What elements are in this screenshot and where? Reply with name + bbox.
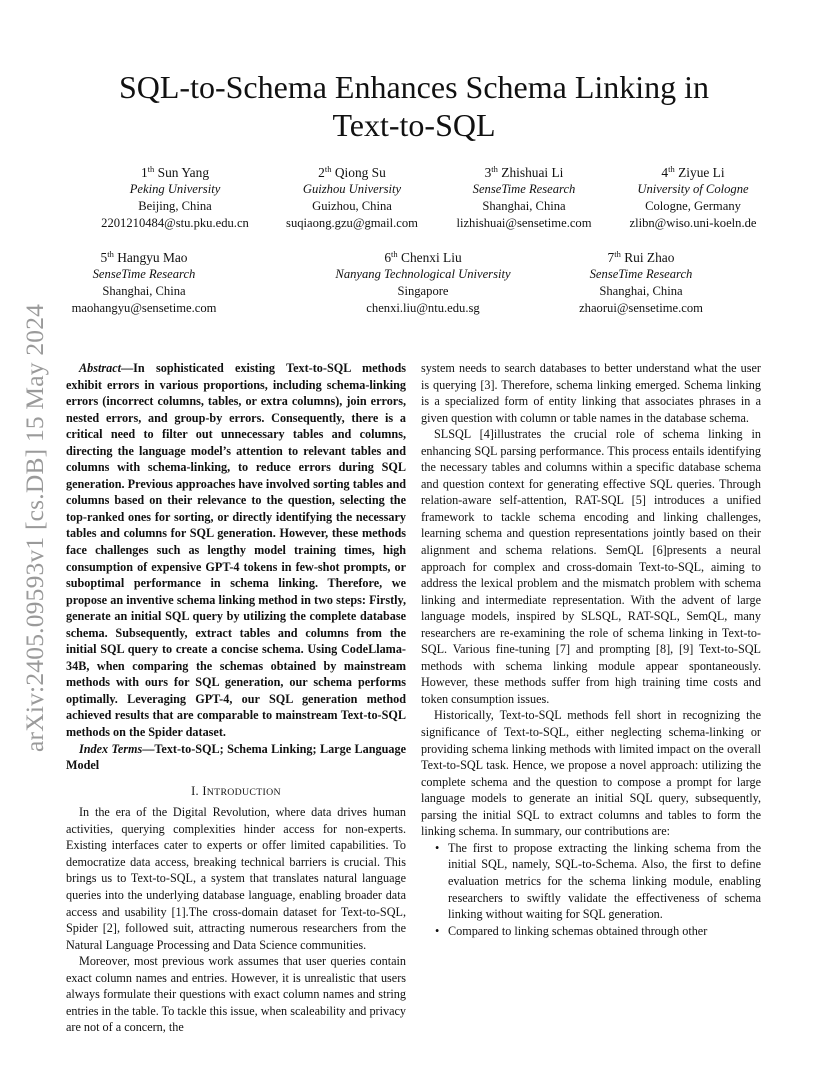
author-email: zhaorui@sensetime.com: [579, 301, 703, 315]
author-block: 4th Ziyue Li University of Cologne Cologne, Germany zlibn@wiso.uni-koeln.de: [629, 164, 757, 230]
paragraph: Historically, Text-to-SQL methods fell short in recognizing the significance of Text-to-SQL, either neglecting schema-linking or providing schema linking methods with limited impact on the overall Text-to-SQL task. Hence, we propose a novel approach: utilizing the complete schema and the question to compose a prompt for large language models to generate an initial SQL query, subsequently, parsing the initial SQL to extract columns and tables to form the linking schema. In summary, our contributions are:: [421, 708, 761, 839]
author-location: Shanghai, China: [599, 284, 683, 298]
bullet-icon: •: [435, 923, 440, 938]
title-line-2: Text-to-SQL: [332, 107, 496, 143]
list-item: • The first to propose extracting the linking schema from the initial SQL, namely, SQL-to-Schema. Also, the first to define evaluation metrics for the schema linking module, enabling researchers to swiftly validate the effectiveness of schema linking without waiting for SQL generation.: [435, 840, 761, 922]
author-email: lizhishuai@sensetime.com: [456, 216, 592, 230]
left-column: [66, 360, 406, 1036]
author-location: Guizhou, China: [312, 199, 392, 213]
author-affiliation: Peking University: [129, 182, 221, 196]
abstract-label: Abstract: [79, 361, 121, 375]
arxiv-side-stamp: arXiv:2405.09593v1 [cs.DB] 15 May 2024: [20, 303, 49, 752]
paragraph: SLSQL [4]illustrates the crucial role of schema linking in enhancing SQL parsing performance. This process entails identifying the necessary tables and columns within a specific database schema and question context for generating effective SQL queries. Through relation-aware self-attention, RAT-SQL [5] introduces a unified framework to tackle schema encoding and linking challenges, learning schema and question representations jointly based on their alignment and schema relations. SemQL [6]presents a neural approach for complex and cross-domain Text-to-SQL, aiming to address the lexical problem and the mismatch problem with schema linking and intermediate representation. With the advent of large language models, inspired by SLSQL, RAT-SQL, SemQL, many researchers are re-examining the role of schema linking in Text-to-SQL. Various fine-tuning [7] and prompting [8], [9] Text-to-SQL methods with schema linking module appear spontaneously. However, these methods suffer from high training time costs and token consumption issues.: [421, 427, 761, 706]
author-location: Cologne, Germany: [645, 199, 741, 213]
author-email: maohangyu@sensetime.com: [71, 301, 217, 315]
author-block: 7th Rui Zhao SenseTime Research Shanghai, China zhaorui@sensetime.com: [579, 249, 703, 315]
author-name: Chenxi Liu: [401, 250, 462, 265]
author-affiliation: SenseTime Research: [92, 267, 196, 281]
author-email: zlibn@wiso.uni-koeln.de: [629, 216, 757, 230]
author-name: Zhishuai Li: [501, 165, 564, 180]
author-location: Shanghai, China: [102, 284, 186, 298]
author-location: Beijing, China: [138, 199, 212, 213]
author-block: 6th Chenxi Liu Nanyang Technological University Singapore chenxi.liu@ntu.edu.sg: [335, 249, 511, 315]
author-name: Ziyue Li: [678, 165, 725, 180]
author-affiliation: Guizhou University: [302, 182, 402, 196]
author-location: Singapore: [397, 284, 449, 298]
author-affiliation: University of Cologne: [637, 182, 749, 196]
abstract-text: —In sophisticated existing Text-to-SQL methods exhibit errors in various proportions, including schema-linking errors (incorrect columns, tables, or extra columns), join errors, nested errors, and group-by errors. Consequently, there is a critical need to filter out unnecessary tables and columns, directing the language model’s attention to relevant tables and columns with schema-linking, to reduce errors during SQL generation. Previous approaches have involved sorting tables and columns based on their relevance to the question, selecting the top-ranked ones for sorting, or directly identifying the necessary tables and columns for SQL generation. However, these methods face challenges such as lengthy model training times, high consumption of expensive GPT-4 tokens in few-shot prompts, or suboptimal performance in schema linking. Therefore, we propose an inventive schema linking method in two steps: Firstly, generate an initial SQL query by utilizing the complete database schema. Subsequently, extract tables and columns from the initial SQL query to create a concise schema. Using CodeLlama-34B, when comparing the schemas obtained by mainstream methods with ours for SQL generation, our schema performs optimally. Leveraging GPT-4, our SQL generation method achieved results that are comparable to mainstream Text-to-SQL methods on the Spider dataset.: [66, 361, 406, 740]
author-name: Sun Yang: [157, 165, 210, 180]
author-name: Rui Zhao: [624, 250, 675, 265]
contributions-list: [421, 840, 761, 939]
index-terms-label: Index Terms: [79, 741, 143, 756]
index-terms: [66, 741, 406, 774]
author-block: 1th Sun Yang Peking University Beijing, China 2201210484@stu.pku.edu.cn: [101, 164, 249, 230]
author-name: Qiong Su: [334, 165, 386, 180]
author-block: 3th Zhishuai Li SenseTime Research Shanghai, China lizhishuai@sensetime.com: [456, 164, 592, 230]
paragraph: Moreover, most previous work assumes that user queries contain exact column names and entries. However, it is unrealistic that users always formulate their questions with exact column names and string entries in the table. To tackle this issue, when scaleability and privacy are not of a concern, the: [66, 954, 406, 1035]
paper-title: [0, 68, 828, 144]
author-affiliation: Nanyang Technological University: [335, 267, 511, 281]
author-location: Shanghai, China: [482, 199, 566, 213]
abstract: [66, 360, 406, 741]
author-block: 5th Hangyu Mao SenseTime Research Shanghai, China maohangyu@sensetime.com: [71, 249, 217, 315]
title-line-1: SQL-to-Schema Enhances Schema Linking in: [118, 69, 710, 105]
author-affiliation: SenseTime Research: [472, 182, 576, 196]
right-column: [421, 360, 761, 939]
paragraph: In the era of the Digital Revolution, where data drives human activities, querying complexities hinder access for non-experts. Existing interfaces cater to experts or offer limited capabilities. To democratize data access, breaking technical barriers is crucial. This brings us to Text-to-SQL, a system that translates natural language queries into the underlying database language, enabling broader data access and usability [1].The cross-domain dataset for Text-to-SQL, Spider [2], followed suit, attracting numerous researchers from the Natural Language Processing and Data Science communities.: [66, 805, 406, 952]
author-email: suqiaong.gzu@gmail.com: [286, 216, 418, 230]
author-block: 2th Qiong Su Guizhou University Guizhou, China suqiaong.gzu@gmail.com: [286, 164, 418, 230]
list-item: • Compared to linking schemas obtained through other: [435, 923, 708, 938]
author-email: chenxi.liu@ntu.edu.sg: [366, 301, 480, 315]
section-heading-introduction: I. INTRODUCTION: [191, 783, 281, 798]
author-name: Hangyu Mao: [117, 250, 188, 265]
paragraph: system needs to search databases to better understand what the user is querying [3]. Therefore, schema linking emerged. Schema linking is a specialized form of entity linking that associates phrases in a given question with column or table names in the database schema.: [421, 361, 761, 425]
bullet-icon: •: [435, 840, 440, 855]
author-affiliation: SenseTime Research: [589, 267, 693, 281]
author-email: 2201210484@stu.pku.edu.cn: [101, 216, 249, 230]
index-terms-text: —Text-to-SQL; Schema Linking; Large Language Model: [66, 741, 406, 773]
